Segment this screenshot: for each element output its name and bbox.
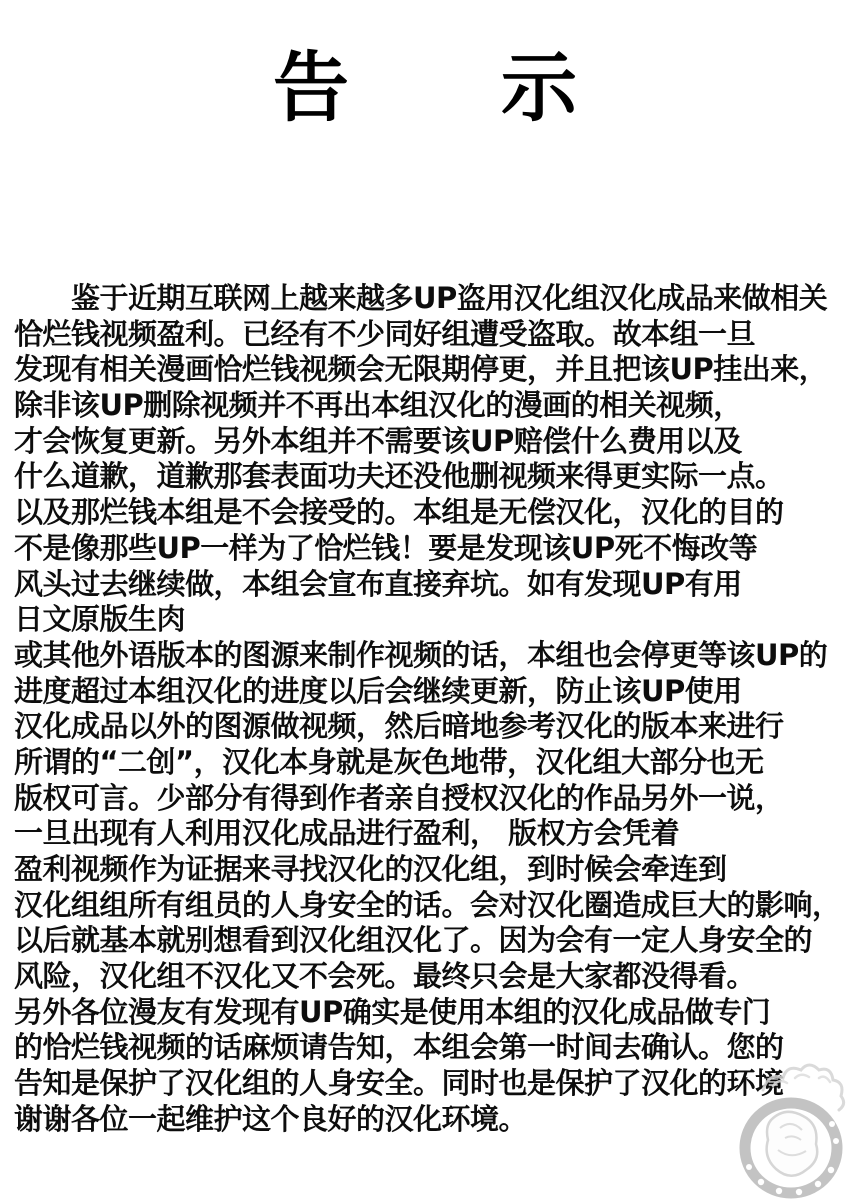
notice-line: 汉化成品以外的图源做视频，然后暗地参考汉化的版本来进行	[14, 709, 784, 744]
notice-line: 一旦出现有人利用汉化成品进行盈利， 版权方会凭着	[14, 816, 680, 851]
notice-line: 另外各位漫友有发现有UP确实是使用本组的汉化成品做专门	[14, 994, 771, 1029]
notice-line: 鉴于近期互联网上越来越多UP盗用汉化组汉化成品来做相关	[14, 281, 828, 315]
notice-body	[14, 281, 844, 1138]
notice-line: 不是像那些UP一样为了恰烂钱！要是发现该UP死不悔改等	[14, 530, 758, 565]
notice-line: 进度超过本组汉化的进度以后会继续更新，防止该UP使用	[14, 673, 742, 708]
notice-line: 恰烂钱视频盈利。已经有不少同好组遭受盗取。故本组一旦	[14, 316, 756, 351]
notice-line: 的恰烂钱视频的话麻烦请告知，本组会第一时间去确认。您的	[14, 1030, 784, 1065]
notice-line: 或其他外语版本的图源来制作视频的话，本组也会停更等该UP的	[14, 637, 828, 672]
notice-line: 版权可言。少部分有得到作者亲自授权汉化的作品另外一说，	[14, 780, 784, 815]
page-title: 告 示	[273, 43, 577, 132]
notice-line: 告知是保护了汉化组的人身安全。同时也是保护了汉化的环境	[14, 1066, 784, 1101]
notice-line: 谢谢各位一起维护这个良好的汉化环境。	[14, 1101, 528, 1136]
notice-line: 风头过去继续做，本组会宣布直接弃坑。如有发现UP有用	[14, 566, 742, 601]
notice-line: 日文原版生肉	[14, 602, 186, 637]
notice-line: 什么道歉，道歉那套表面功夫还没他删视频来得更实际一点。	[14, 459, 784, 494]
notice-line: 盈利视频作为证据来寻找汉化的汉化组，到时候会牵连到	[14, 852, 727, 886]
notice-line: 发现有相关漫画恰烂钱视频会无限期停更，并且把该UP挂出来，	[14, 352, 828, 387]
notice-line: 所谓的“二创”，汉化本身就是灰色地带，汉化组大部分也无	[14, 744, 764, 779]
notice-line: 除非该UP删除视频并不再出本组汉化的漫画的相关视频，	[14, 388, 742, 423]
notice-line: 才会恢复更新。另外本组并不需要该UP赔偿什么费用以及	[14, 423, 742, 458]
notice-line: 汉化组组所有组员的人身安全的话。会对汉化圈造成巨大的影响，	[14, 887, 841, 922]
notice-line: 以及那烂钱本组是不会接受的。本组是无偿汉化，汉化的目的	[14, 495, 784, 530]
notice-line: 风险，汉化组不汉化又不会死。最终只会是大家都没得看。	[14, 959, 756, 994]
notice-line: 以后就基本就别想看到汉化组汉化了。因为会有一定人身安全的	[14, 923, 813, 958]
